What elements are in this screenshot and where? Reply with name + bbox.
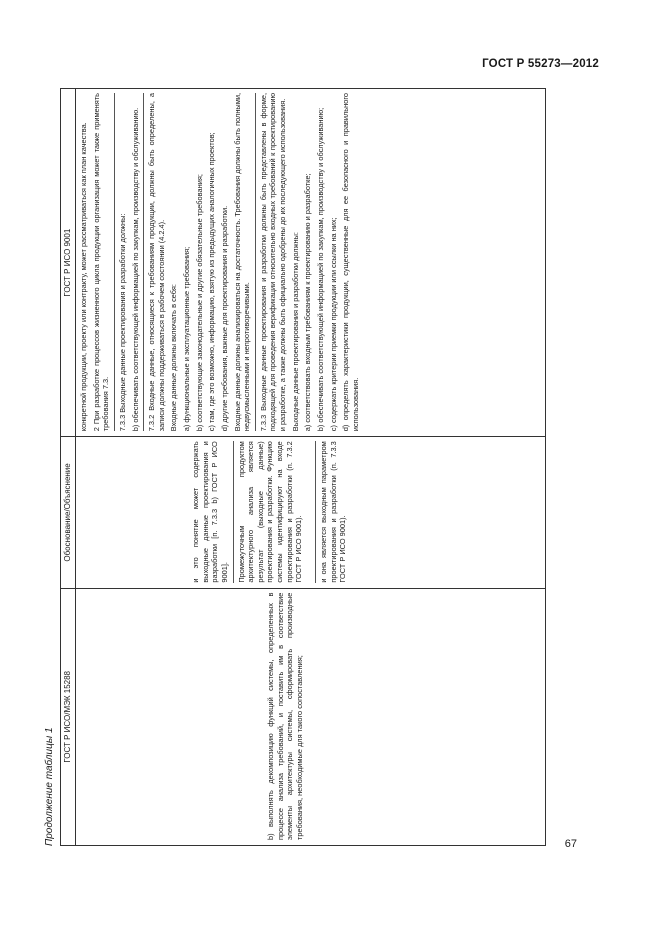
justification-1: и это понятие может содержать выходные данные проектирования и разработки [п. 7.3.3 b) ГОСТ Р ИСО 9001]. <box>191 441 229 583</box>
header-gost-15288: ГОСТ Р ИСО/МЭК 15288 <box>61 588 76 845</box>
justification-3: и она является выходным параметром проектирования и разработки (п. 7.3.3 ГОСТ Р ИСО 9001). <box>315 441 348 582</box>
gost9001-p3a: 7.3.3 Выходные данные проектирования и разработки должны: <box>114 93 128 431</box>
gost9001-p4f: d) другие требования, важные для проектирования и разработки. <box>219 205 229 432</box>
gost9001-p5f: d) определять характеристики продукции, существенные для ее безопасного и правильного использования. <box>341 93 360 432</box>
gost9001-p4g: Входные данные должны анализироваться на достаточность. Требования должны быть полными, недвусмысленными и непротиворечивыми. <box>232 93 252 432</box>
gost9001-p5d: b) обеспечивать соответствующей информацией по закупкам, производству и обслуживанию; <box>315 107 325 432</box>
gost9001-p4a: 7.3.2 Входные данные, относящиеся к требованиям продукции, должны быть определены, а записи должны поддерживаться в рабочем состоянии (4.2.4). <box>143 93 166 431</box>
header-justification: Обоснование/Объяснение <box>61 437 76 588</box>
table-row <box>76 89 546 846</box>
gost9001-p5a: 7.3.3 Выходные данные проектирования и разработки должны быть представлены в форме, подходящей для проведения верификации относительно входных требований к проектированию и разработке, а также должны быть официально одобрены до их последующего использования. <box>255 93 288 431</box>
gost9001-p4c: a) функциональные и эксплуатационные требования; <box>182 246 191 432</box>
column-justification <box>76 437 546 588</box>
standard-header: ГОСТ Р 55273—2012 <box>482 58 599 70</box>
gost9001-p5b: Выходные данные проектирования и разработки должны: <box>290 232 300 432</box>
header-gost-9001: ГОСТ Р ИСО 9001 <box>61 89 76 437</box>
continuation-label: Продолжение таблицы 1 <box>44 727 55 846</box>
gost9001-p4e: c) там, где это возможно, информацию, взятую из предыдущих аналогичных проектов; <box>207 132 217 432</box>
gost9001-p4d: b) соответствующие законодательные и другие обязательные требования; <box>194 174 204 432</box>
gost9001-p1: конкретной продукции, проекту или контракту, может рассматриваться как план качества. <box>79 122 88 432</box>
rotated-landscape-content <box>44 88 554 852</box>
justification-2: Промежуточным продуктом архитектурного анализа является результат (выходные данные) проектирования и разработки. Функцию системы идентифицируют на входе проектирования и разработки (п. 7.3.2 ГОСТ Р ИСО 9001). <box>233 441 304 582</box>
gost9001-p2: 2 При разработке процессов жизненного цикла продукции организация может также применять требования 7.3. <box>91 93 111 432</box>
gost9001-p3b: b) обеспечивать соответствующей информацией по закупкам, производству и обслуживанию. <box>130 107 140 432</box>
page-number: 67 <box>564 838 577 850</box>
gost9001-p4b: Входные данные должны включать в себя: <box>169 284 179 432</box>
item-b-text: b) выполнять декомпозицию функций системы, определенных в процессе анализа требований, и поставить им в соответствие элементы архитектуры системы, сформировать производные требования, необходимые для такого сопоставления; <box>266 592 304 840</box>
column-gost-9001 <box>76 89 546 437</box>
table-header-row <box>61 89 76 846</box>
gost9001-p5e: c) содержать критерии приемки продукции или ссылки на них; <box>328 217 338 432</box>
comparison-table <box>60 88 546 846</box>
column-gost-15288 <box>76 588 546 845</box>
gost9001-p5c: a) соответствовать входным требованиям к проектированию и разработке; <box>303 173 313 432</box>
